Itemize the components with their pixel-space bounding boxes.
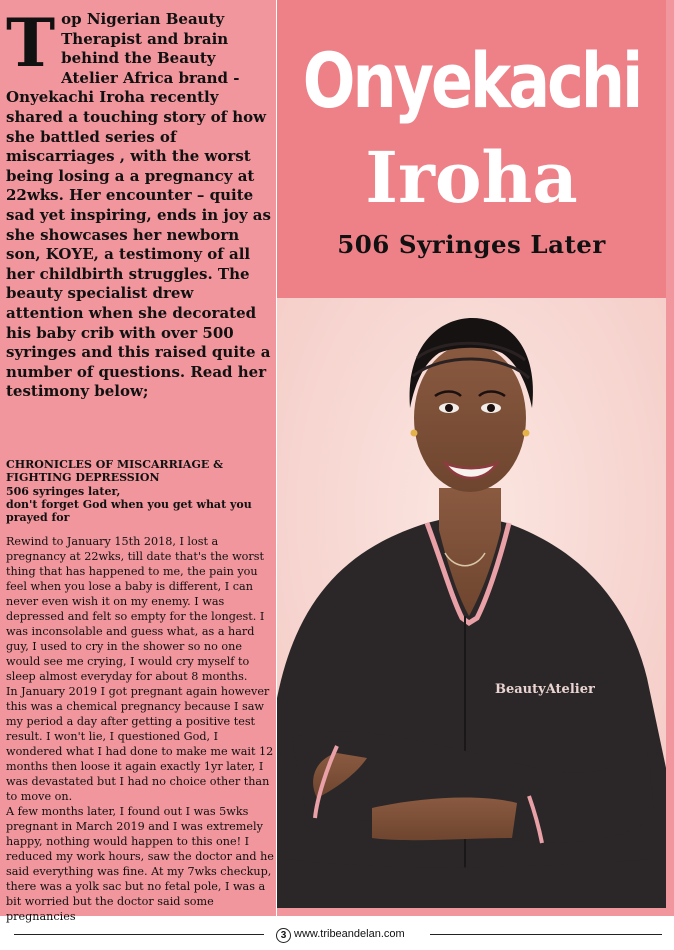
- jacket-logo: BeautyAtelier: [495, 682, 595, 697]
- subheading-2: don't forget God when you get what you prayed for: [6, 498, 252, 524]
- earring: [411, 430, 418, 437]
- intro-text: op Nigerian Beauty Therapist and brain behind the Beauty Atelier Africa brand - Onyekachi Iroha recently shared a touching story of how she battled series of miscarriages , with the worst being losing a a pregnancy at 22wks. Her encounter – quite sad yet inspiring, ends in joy as she showcases her newborn son, KOYE, a testimony of all her childbirth struggles. The beauty specialist drew attention when she decorated his baby crib with over 500 syringes and this raised quite a number of questions. Read her testimony below;: [6, 10, 271, 401]
- footer-rule-right: [430, 934, 662, 935]
- portrait-photo: [277, 298, 666, 908]
- section-title: CHRONICLES OF MISCARRIAGE & FIGHTING DEPRESSION: [6, 458, 223, 484]
- subheading-1: 506 syringes later,: [6, 485, 121, 498]
- footer-rule-left: [14, 934, 264, 935]
- body-paragraph: A few months later, I found out I was 5wks pregnant in March 2019 and I was extremely happy, nothing would happen to this one! I reduced my work hours, saw the doctor and he said everything was fine. At my 7wks checkup, there was a yolk sac but no fetal pole, I was a bit worried but the doctor said some pregnancies: [6, 805, 274, 923]
- headline-subtitle: 506 Syringes Later: [337, 230, 606, 259]
- hand: [372, 798, 517, 841]
- headline-first-name: Onyekachi: [302, 36, 641, 126]
- page-number: 3: [276, 928, 291, 943]
- earring: [523, 430, 530, 437]
- drop-cap: T: [6, 4, 56, 82]
- body-paragraph: Rewind to January 15th 2018, I lost a pregnancy at 22wks, till date that's the worst thing that has happened to me, the pain you feel when you lose a baby is different, I can never even wish it on my enemy. I was depressed and felt so empty for the longest. I was inconsolable and guess what, as a hard guy, I used to cry in the shower so no one would see me crying, I would cry myself to sleep almost everyday for about 8 months.: [6, 535, 265, 683]
- footer-url[interactable]: www.tribeandelan.com: [294, 928, 405, 940]
- photo-bottom-strip: [277, 908, 666, 916]
- right-edge-strip: [666, 0, 674, 916]
- body-paragraph: In January 2019 I got pregnant again however this was a chemical pregnancy because I saw my period a day after getting a positive test result. I won't lie, I questioned God, I wondered what I had done to make me wait 12 months then loose it again exactly 1yr later, I was devastated but I had no choice other than to move on.: [6, 685, 274, 803]
- headline-last-name: Iroha: [365, 136, 578, 219]
- intro-paragraph: [6, 4, 272, 402]
- article-body: [6, 534, 274, 923]
